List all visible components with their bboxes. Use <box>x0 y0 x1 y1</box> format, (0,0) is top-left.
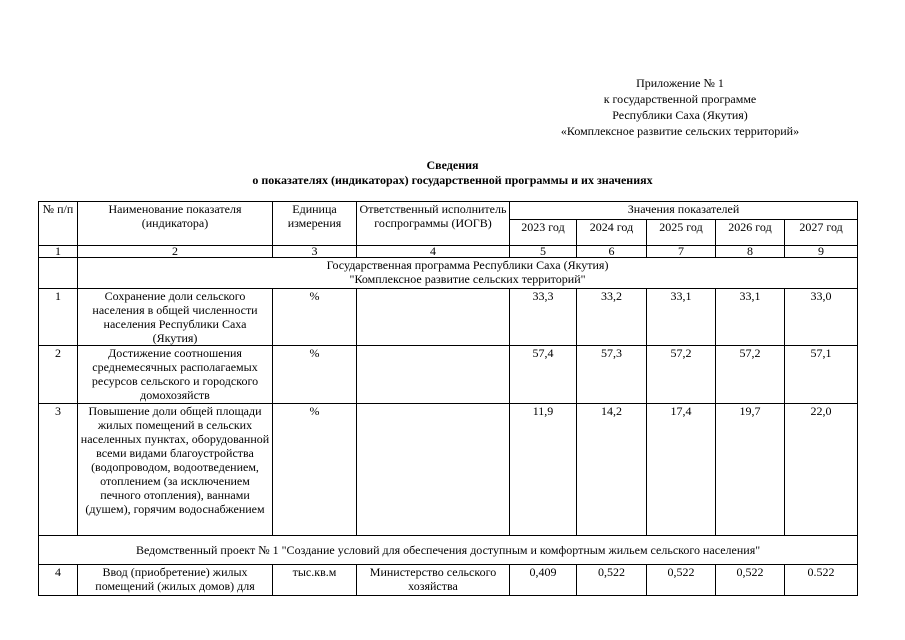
value-2023: 11,9 <box>510 404 577 536</box>
header-row <box>39 202 858 220</box>
value-2027: 22,0 <box>785 404 858 536</box>
appendix-line-2: к государственной программе <box>603 92 757 106</box>
value-2024: 33,2 <box>577 289 647 346</box>
indicator-executor: Министерство сельского хозяйства <box>357 565 510 596</box>
value-2027: 0.522 <box>785 565 858 596</box>
program-section-row <box>39 258 858 289</box>
indicator-executor <box>357 346 510 404</box>
section-spacer <box>39 258 78 289</box>
value-2023: 57,4 <box>510 346 577 404</box>
indicator-executor <box>357 289 510 346</box>
row-num: 2 <box>39 346 78 404</box>
indicator-unit: % <box>273 346 357 404</box>
column-index: 9 <box>785 246 858 258</box>
value-2026: 19,7 <box>716 404 785 536</box>
header-year: 2023 год <box>510 220 577 246</box>
header-values-group: Значения показателей <box>510 202 858 220</box>
value-2025: 17,4 <box>647 404 716 536</box>
program-section-line-2: "Комплексное развитие сельских территорий" <box>349 272 586 286</box>
value-2023: 33,3 <box>510 289 577 346</box>
column-index: 7 <box>647 246 716 258</box>
header-unit: Единица измерения <box>273 202 357 246</box>
value-2027: 33,0 <box>785 289 858 346</box>
column-index: 1 <box>39 246 78 258</box>
appendix-line-3: Республики Саха (Якутия) <box>612 108 748 122</box>
header-name: Наименование показателя (индикатора) <box>78 202 273 246</box>
value-2025: 0,522 <box>647 565 716 596</box>
table-row <box>39 565 858 596</box>
indicator-unit: % <box>273 404 357 536</box>
column-index: 2 <box>78 246 273 258</box>
indicator-unit: тыс.кв.м <box>273 565 357 596</box>
indicator-executor <box>357 404 510 536</box>
document-heading <box>0 158 905 188</box>
column-index-row <box>39 246 858 258</box>
indicator-name: Достижение соотношения среднемесячных располагаемых ресурсов сельского и городского домохозяйств <box>78 346 273 404</box>
value-2023: 0,409 <box>510 565 577 596</box>
indicator-name: Ввод (приобретение) жилых помещений (жилых домов) для <box>78 565 273 596</box>
indicators-table <box>38 201 858 596</box>
column-index: 4 <box>357 246 510 258</box>
column-index: 8 <box>716 246 785 258</box>
value-2026: 33,1 <box>716 289 785 346</box>
program-section-line-1: Государственная программа Республики Саха (Якутия) <box>326 258 609 272</box>
value-2026: 0,522 <box>716 565 785 596</box>
header-year: 2024 год <box>577 220 647 246</box>
value-2024: 0,522 <box>577 565 647 596</box>
appendix-line-4: «Комплексное развитие сельских территорий» <box>560 124 800 138</box>
appendix-block <box>520 75 840 139</box>
header-year: 2025 год <box>647 220 716 246</box>
project-section-title: Ведомственный проект № 1 "Создание условий для обеспечения доступным и комфортным жильем сельского населения" <box>39 536 858 565</box>
row-num: 1 <box>39 289 78 346</box>
value-2026: 57,2 <box>716 346 785 404</box>
row-num: 4 <box>39 565 78 596</box>
header-executor: Ответственный исполнитель госпрограммы (ИОГВ) <box>357 202 510 246</box>
table-row <box>39 346 858 404</box>
table-row <box>39 289 858 346</box>
heading-subtitle: о показателях (индикаторах) государственной программы и их значениях <box>252 173 653 187</box>
value-2024: 14,2 <box>577 404 647 536</box>
indicator-name: Повышение доли общей площади жилых помещений в сельских населенных пунктах, оборудованной всеми видами благоустройства (водопроводом, водоотведением, отоплением (за исключением печного отопления), ваннами (душем), горячим водоснабжением <box>78 404 273 536</box>
header-year: 2027 год <box>785 220 858 246</box>
value-2024: 57,3 <box>577 346 647 404</box>
column-index: 5 <box>510 246 577 258</box>
heading-title: Сведения <box>426 158 479 172</box>
indicator-unit: % <box>273 289 357 346</box>
column-index: 3 <box>273 246 357 258</box>
value-2025: 33,1 <box>647 289 716 346</box>
column-index: 6 <box>577 246 647 258</box>
header-num: № п/п <box>39 202 78 246</box>
program-section-title <box>78 258 858 289</box>
row-num: 3 <box>39 404 78 536</box>
table-row <box>39 404 858 536</box>
value-2027: 57,1 <box>785 346 858 404</box>
value-2025: 57,2 <box>647 346 716 404</box>
header-year: 2026 год <box>716 220 785 246</box>
project-section-row <box>39 536 858 565</box>
appendix-line-1: Приложение № 1 <box>636 76 724 90</box>
indicator-name: Сохранение доли сельского населения в общей численности населения Республики Саха (Якутия) <box>78 289 273 346</box>
